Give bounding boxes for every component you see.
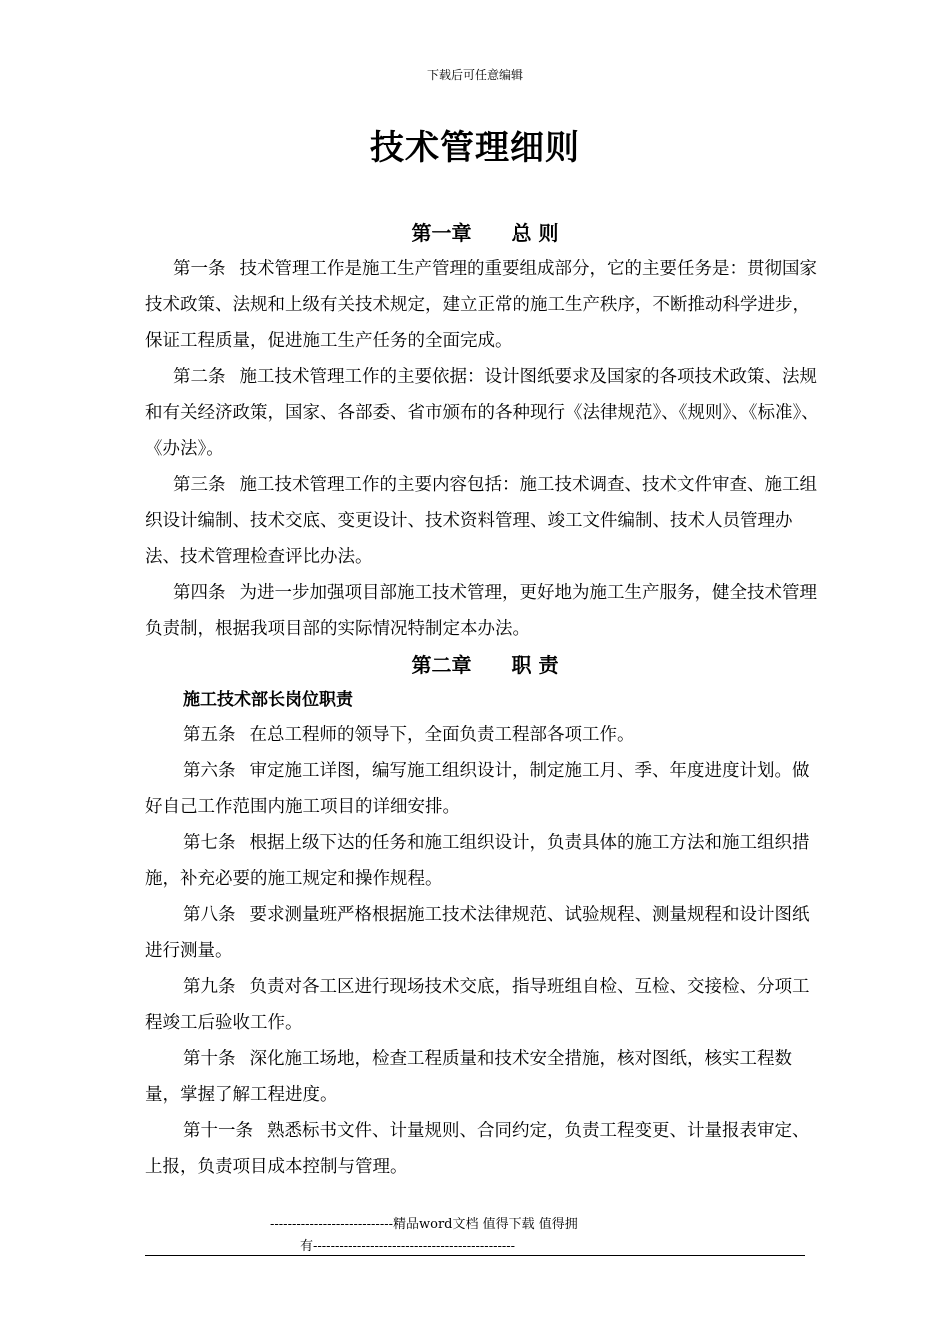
article-number: 第十条 [183, 1049, 236, 1069]
article [145, 467, 825, 575]
article-number: 第四条 [173, 583, 226, 603]
role-heading: 施工技术部长岗位职责 [183, 690, 353, 710]
article-text: 熟悉标书文件、计量规则、合同约定，负责工程变更、计量报表审定、上报，负责项目成本控制与管理。 [145, 1121, 810, 1177]
article-number: 第十一条 [183, 1121, 253, 1141]
article-number: 第一条 [173, 259, 226, 279]
article-text: 为进一步加强项目部施工技术管理，更好地为施工生产服务，健全技术管理负责制，根据我项目部的实际情况特制定本办法。 [145, 583, 817, 639]
article [145, 969, 825, 1041]
chapter-name: 总 则 [511, 221, 559, 245]
article-number: 第二条 [173, 367, 226, 387]
article [145, 753, 825, 825]
article-text: 施工技术管理工作的主要内容包括：施工技术调查、技术文件审查、施工组织设计编制、技术交底、变更设计、技术资料管理、竣工文件编制、技术人员管理办法、技术管理检查评比办法。 [145, 475, 817, 567]
footer-note-line-2: 有---------------------------------------------- [300, 1239, 516, 1254]
article-number: 第九条 [183, 977, 236, 997]
article-number: 第七条 [183, 833, 236, 853]
article-text: 技术管理工作是施工生产管理的重要组成部分，它的主要任务是：贯彻国家技术政策、法规和上级有关技术规定，建立正常的施工生产秩序，不断推动科学进步，保证工程质量，促进施工生产任务的全面完成。 [145, 259, 817, 351]
chapter-label: 第一章 [411, 221, 472, 245]
document-title: 技术管理细则 [370, 128, 580, 168]
header-note: 下载后可任意编辑 [426, 68, 523, 82]
article [145, 897, 825, 969]
article [145, 1113, 825, 1185]
footer-note-line-1: ----------------------------精品word文档 值得下载 值得拥 [270, 1217, 578, 1232]
footer-rule [145, 1255, 805, 1256]
article [145, 717, 825, 753]
article [145, 251, 825, 359]
article-text: 施工技术管理工作的主要依据：设计图纸要求及国家的各项技术政策、法规和有关经济政策，国家、各部委、省市颁布的各种现行《法律规范》、《规则》、《标准》、《办法》。 [145, 367, 819, 459]
article-text: 审定施工详图，编写施工组织设计，制定施工月、季、年度进度计划。做好自己工作范围内施工项目的详细安排。 [145, 761, 810, 817]
article-number: 第八条 [183, 905, 236, 925]
article [145, 575, 825, 647]
chapter-label: 第二章 [411, 653, 472, 677]
document-body [145, 215, 825, 1185]
article-text: 深化施工场地，检查工程质量和技术安全措施，核对图纸，核实工程数量，掌握了解工程进度。 [145, 1049, 792, 1105]
article-text: 负责对各工区进行现场技术交底，指导班组自检、互检、交接检、分项工程竣工后验收工作。 [145, 977, 810, 1033]
chapter-heading-2 [145, 647, 825, 683]
article-text: 在总工程师的领导下，全面负责工程部各项工作。 [249, 725, 635, 745]
article-text: 根据上级下达的任务和施工组织设计，负责具体的施工方法和施工组织措施，补充必要的施工规定和操作规程。 [145, 833, 810, 889]
article-number: 第三条 [173, 475, 226, 495]
article-number: 第五条 [183, 725, 236, 745]
chapter-name: 职 责 [511, 653, 559, 677]
article [145, 1041, 825, 1113]
article [145, 825, 825, 897]
article-text: 要求测量班严格根据施工技术法律规范、试验规程、测量规程和设计图纸进行测量。 [145, 905, 810, 961]
chapter-heading-1 [145, 215, 825, 251]
article [145, 359, 825, 467]
article-number: 第六条 [183, 761, 236, 781]
